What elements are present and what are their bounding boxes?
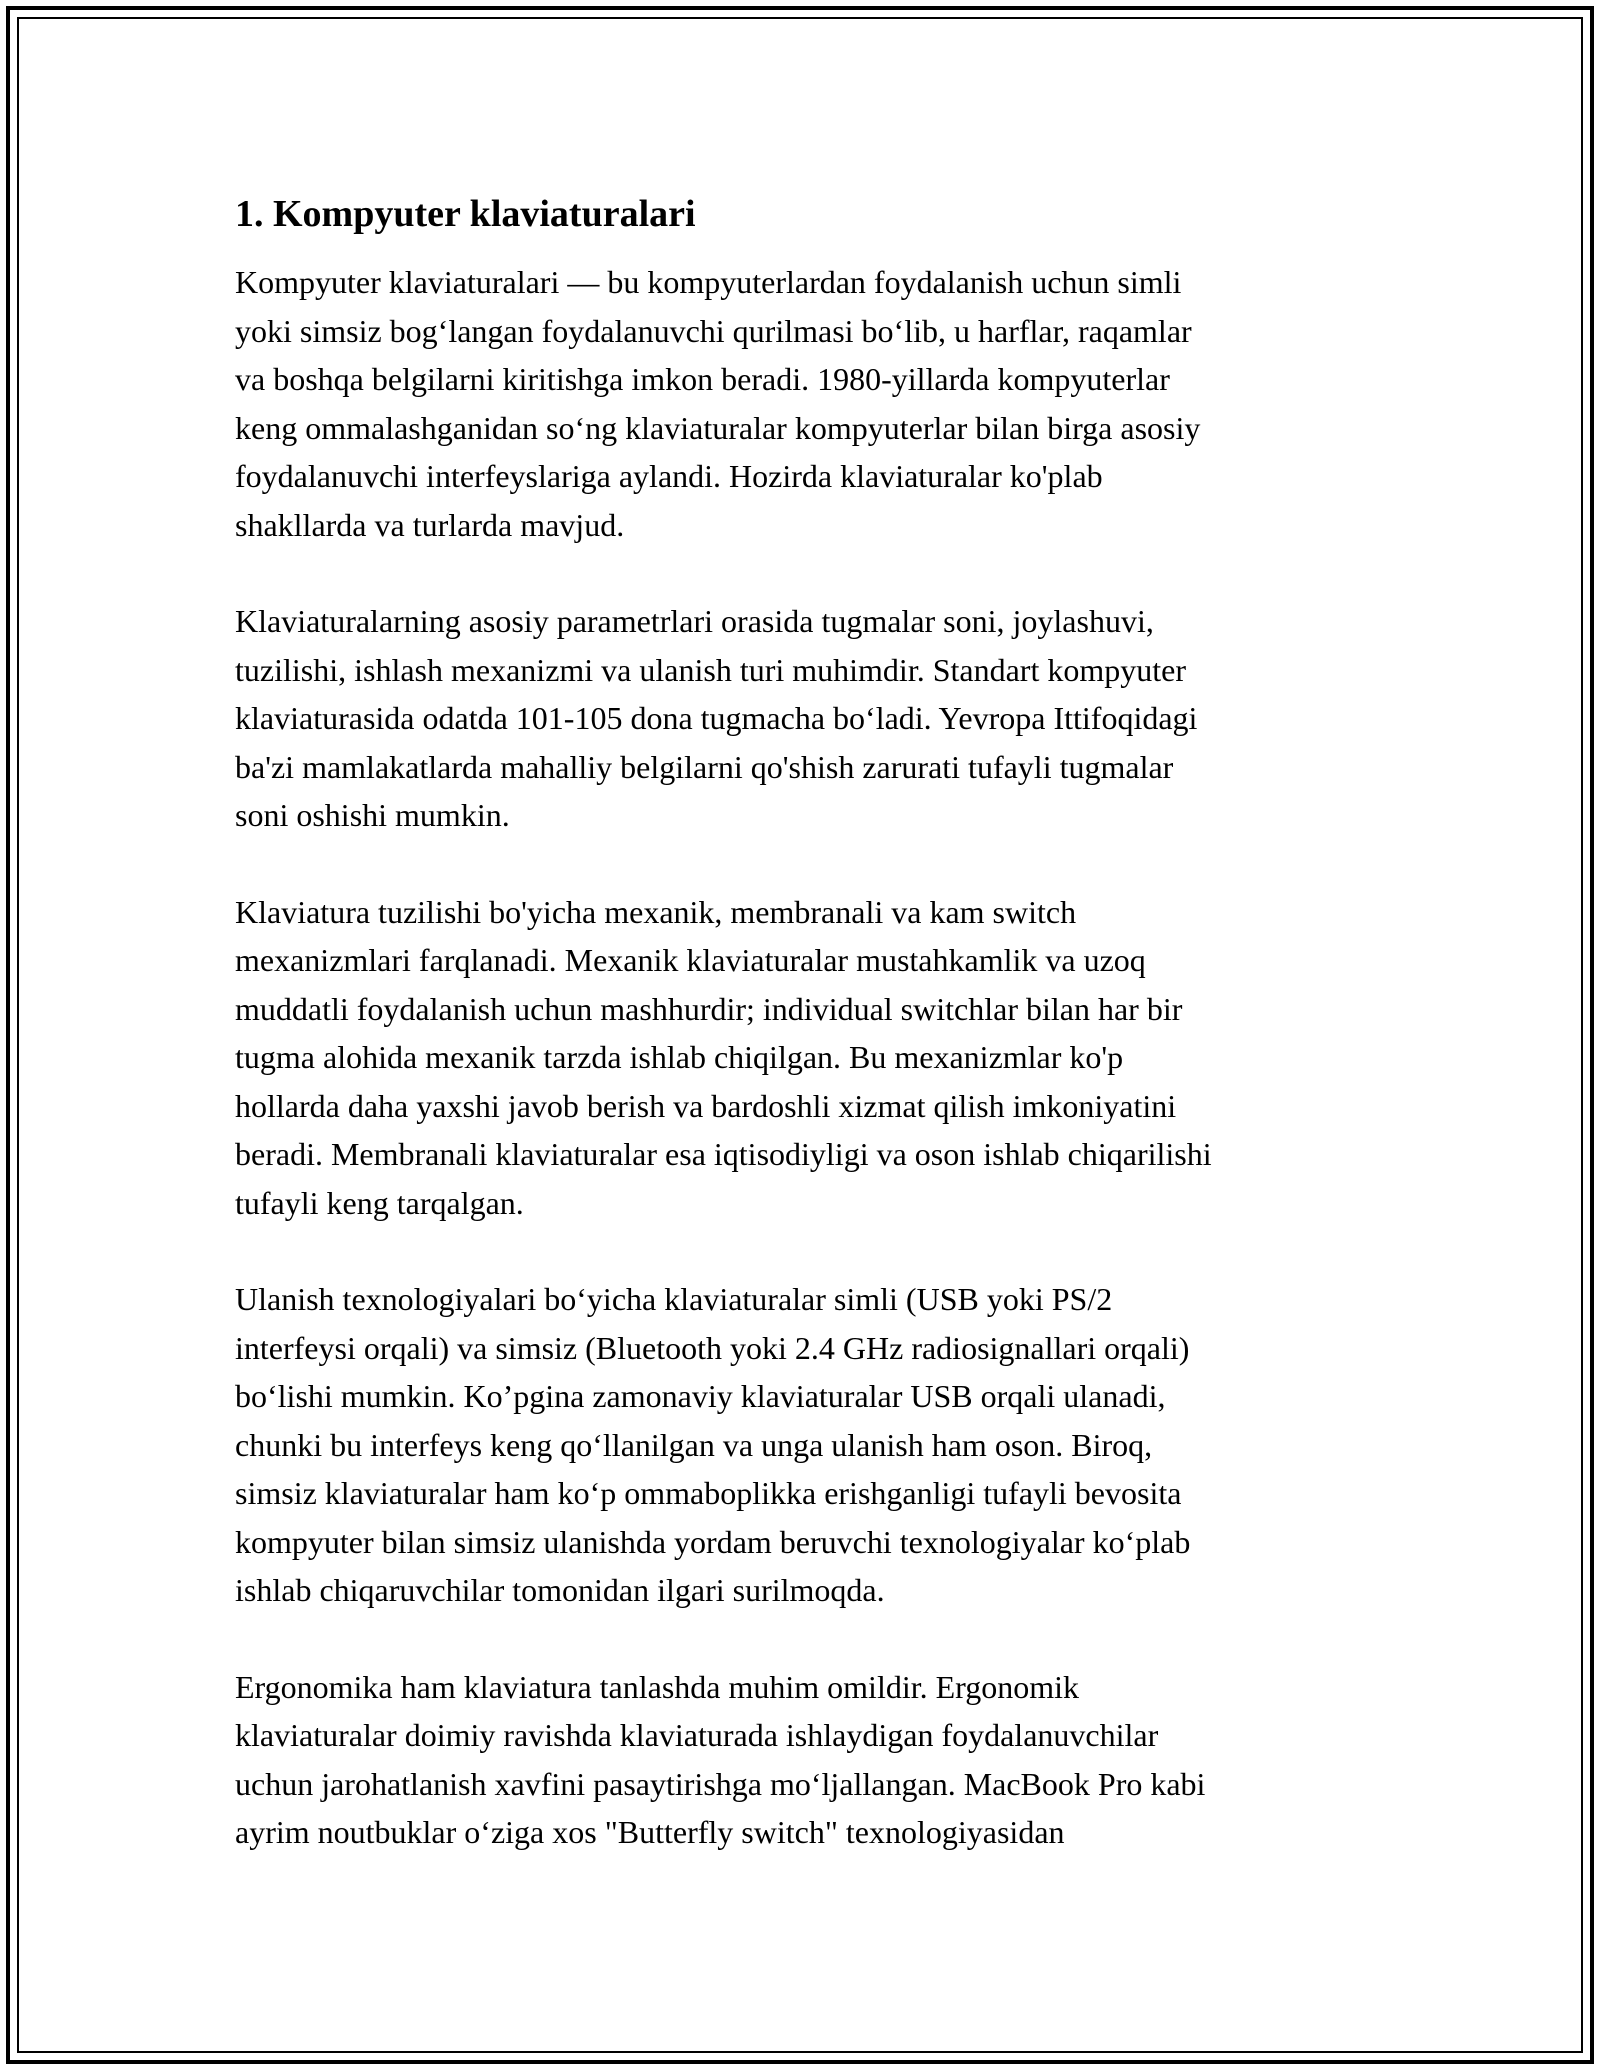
text-line: chunki bu interfeys keng qo‘llanilgan va unga ulanish ham oson. Biroq, (235, 1426, 1153, 1463)
paragraph-ergonomics (235, 1663, 1365, 1857)
text-line: uchun jarohatlanish xavfini pasaytirishga mo‘ljallangan. MacBook Pro kabi (235, 1765, 1206, 1802)
text-line: mexanizmlari farqlanadi. Mexanik klaviaturalar mustahkamlik va uzoq (235, 942, 1146, 978)
text-line: simsiz klaviaturalar ham ko‘p ommaboplikka erishganligi tufayli bevosita (235, 1475, 1182, 1511)
section-heading: 1. Kompyuter klaviaturalari (235, 193, 696, 235)
text-line: Klaviatura tuzilishi bo'yicha mexanik, membranali va kam switch (235, 893, 1077, 930)
text-line: va boshqa belgilarni kiritishga imkon beradi. 1980-yillarda kompyuterlar (235, 361, 1170, 397)
text-line: tuzilishi, ishlash mexanizmi va ulanish turi muhimdir. Standart kompyuter (235, 651, 1186, 688)
paragraph-connectivity (235, 1275, 1365, 1615)
paragraph-mechanisms (235, 888, 1365, 1228)
text-line: Ergonomika ham klaviatura tanlashda muhim omildir. Ergonomik (235, 1668, 1080, 1705)
text-line: interfeysi orqali) va simsiz (Bluetooth yoki 2.4 GHz radiosignallari orqali) (235, 1329, 1190, 1366)
text-line: keng ommalashganidan so‘ng klaviaturalar kompyuterlar bilan birga asosiy (235, 409, 1201, 446)
text-line: tufayli keng tarqalgan. (235, 1184, 524, 1221)
paragraph-parameters (235, 597, 1365, 840)
text-line: tugma alohida mexanik tarzda ishlab chiqilgan. Bu mexanizmlar ko'p (235, 1039, 1124, 1075)
text-line: soni oshishi mumkin. (235, 797, 510, 833)
text-line: klaviaturalar doimiy ravishda klaviaturada ishlaydigan foydalanuvchilar (235, 1717, 1159, 1753)
text-line: hollarda daha yaxshi javob berish va bardoshli xizmat qilish imkoniyatini (235, 1087, 1177, 1124)
document-body (235, 188, 1365, 1905)
text-line: Kompyuter klaviaturalari — bu kompyuterlardan foydalanish uchun simli (235, 264, 1182, 300)
text-line: Ulanish texnologiyalari bo‘yicha klaviaturalar simli (USB yoki PS/2 (235, 1281, 1113, 1317)
text-line: klaviaturasida odatda 101-105 dona tugmacha bo‘ladi. Yevropa Ittifoqidagi (235, 700, 1198, 736)
text-line: shakllarda va turlarda mavjud. (235, 506, 625, 543)
text-line: bo‘lishi mumkin. Ko’pgina zamonaviy klaviaturalar USB orqali ulanadi, (235, 1378, 1166, 1414)
text-line: muddatli foydalanish uchun mashhurdir; individual switchlar bilan har bir (235, 990, 1183, 1027)
text-line: foydalanuvchi interfeyslariga aylandi. Hozirda klaviaturalar ko'plab (235, 458, 1103, 494)
text-line: kompyuter bilan simsiz ulanishda yordam beruvchi texnologiyalar ko‘plab (235, 1523, 1191, 1560)
paragraph-intro (235, 258, 1365, 549)
text-line: Klaviaturalarning asosiy parametrlari orasida tugmalar soni, joylashuvi, (235, 603, 1154, 639)
text-line: yoki simsiz bog‘langan foydalanuvchi qurilmasi bo‘lib, u harflar, raqamlar (235, 312, 1192, 349)
text-line: beradi. Membranali klaviaturalar esa iqtisodiyligi va oson ishlab chiqarilishi (235, 1136, 1212, 1172)
text-line: ishlab chiqaruvchilar tomonidan ilgari surilmoqda. (235, 1572, 885, 1608)
text-line: ayrim noutbuklar o‘ziga xos "Butterfly switch" texnologiyasidan (235, 1814, 1065, 1850)
text-line: ba'zi mamlakatlarda mahalliy belgilarni qo'shish zarurati tufayli tugmalar (235, 748, 1174, 785)
